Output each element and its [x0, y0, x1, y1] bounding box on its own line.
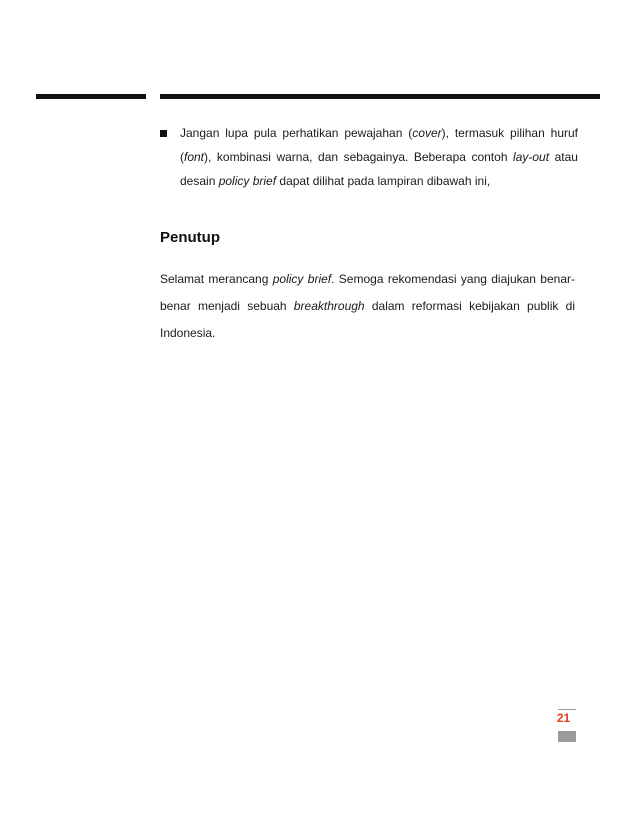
bullet-item [160, 121, 578, 193]
text-run: ), kombinasi warna, dan sebagainya. Beberapa contoh [204, 150, 514, 164]
italic-text: lay-out [513, 150, 550, 164]
italic-text: cover [412, 126, 442, 140]
text-run: ), termasuk pilihan huruf ( [180, 126, 578, 164]
header-rule-right [160, 94, 600, 99]
header-rule-left [36, 94, 146, 99]
text-run: . Semoga rekomendasi yang diajukan benar-benar menjadi sebuah [160, 272, 575, 313]
bullet-text [180, 121, 578, 193]
text-run: dapat dilihat pada lampiran dibawah ini, [276, 174, 491, 188]
page-number: 21 [556, 711, 571, 725]
square-bullet-icon [160, 130, 167, 137]
page-number-rule [558, 709, 576, 710]
closing-paragraph [160, 266, 575, 347]
italic-text: font [184, 150, 205, 164]
italic-text: policy brief [272, 272, 332, 286]
italic-text: breakthrough [293, 299, 365, 313]
text-run: Selamat merancang [160, 272, 273, 286]
page-number-bar [558, 731, 576, 742]
italic-text: policy brief [218, 174, 277, 188]
text-run: Jangan lupa pula perhatikan pewajahan ( [180, 126, 413, 140]
text-run: dalam reformasi kebijakan publik di Indonesia. [160, 299, 575, 340]
text-run: atau desain [180, 150, 578, 188]
section-heading: Penutup [160, 229, 220, 246]
